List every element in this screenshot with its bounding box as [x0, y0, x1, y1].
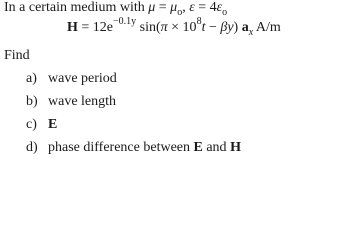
equation-beta: βy [220, 20, 234, 35]
question-label: a) [26, 71, 37, 86]
epsilon-subscript: o [222, 6, 228, 18]
equation-unit: A/m [253, 20, 281, 35]
mu-value: μ [170, 0, 178, 15]
unit-vector: a [241, 20, 249, 35]
equation-sin: sin( [136, 20, 161, 35]
equation-times: × 10 [167, 20, 197, 35]
question-a [26, 71, 117, 87]
equation-pi: π [160, 20, 168, 35]
equation-amplitude: = 12e [77, 20, 113, 35]
field-equation [67, 16, 281, 38]
question-text: wave length [48, 94, 117, 109]
epsilon-value: ε [216, 0, 223, 15]
unit-vector-subscript: x [248, 26, 254, 38]
question-d [26, 140, 241, 156]
h-vector: H [67, 20, 78, 35]
mu-symbol: μ [148, 0, 156, 15]
question-label: c) [26, 117, 37, 132]
epsilon-symbol: ε [189, 0, 195, 15]
question-label: d) [26, 140, 38, 155]
problem-intro [4, 0, 227, 16]
find-heading: Find [4, 48, 30, 63]
question-bold-h: H [230, 140, 241, 155]
question-b [26, 94, 116, 110]
equation-close: ) [233, 20, 242, 35]
question-label: b) [26, 94, 38, 109]
equation-exponent: −0.1y [113, 16, 137, 28]
separator: , [182, 0, 190, 15]
equation-minus: − [205, 20, 221, 35]
question-bold-term: E [48, 117, 58, 132]
question-text: phase difference between [48, 140, 194, 155]
question-text: wave period [48, 71, 117, 86]
question-connector: and [202, 140, 231, 155]
equation-power: 8 [196, 16, 202, 28]
equation-t: t [201, 20, 206, 35]
question-bold-e: E [193, 140, 203, 155]
intro-text: In a certain medium with [4, 0, 149, 15]
epsilon-equals: = 4 [194, 0, 217, 15]
question-c [26, 117, 57, 133]
mu-equals: = [155, 0, 171, 15]
mu-subscript: o [177, 6, 183, 18]
